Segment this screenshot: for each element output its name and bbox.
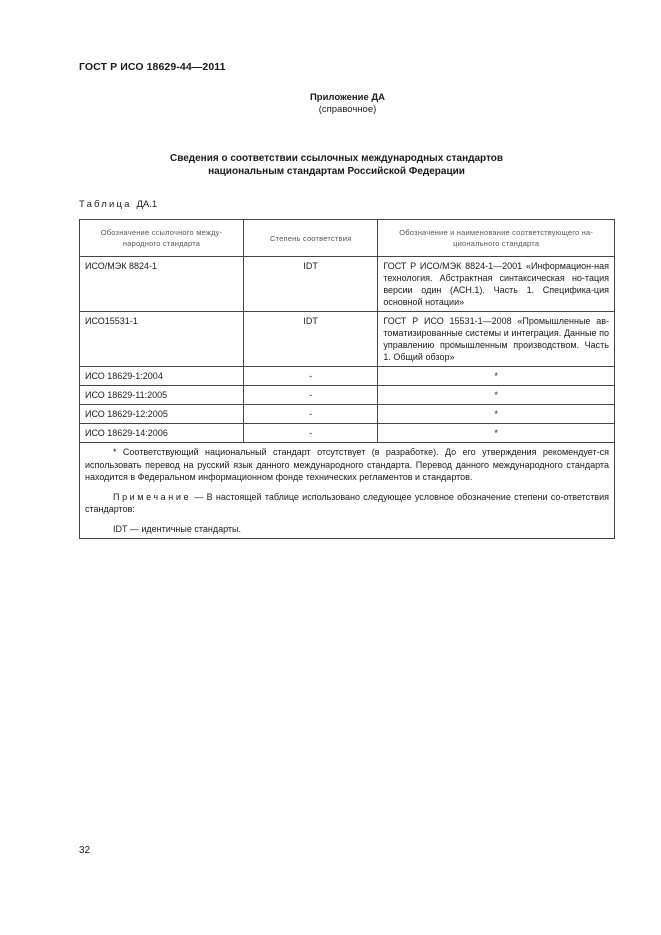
cell-degree: -: [244, 405, 378, 424]
table-caption-label: Таблица: [79, 199, 132, 210]
cell-national: ГОСТ Р ИСО/МЭК 8824-1—2001 «Информацион-ная технология. Абстрактная синтаксическая но-тация версии один (АСН.1). Часть 1. Специфика-ция основной нотации»: [378, 257, 615, 312]
correspondence-table: [79, 219, 615, 539]
cell-ref: ИСО 18629-11:2005: [80, 386, 244, 405]
cell-national: *: [378, 424, 615, 443]
cell-ref: ИСО 18629-1:2004: [80, 367, 244, 386]
column-header-ref: Обозначение ссылочного между-народного стандарта: [80, 220, 244, 257]
cell-national: *: [378, 386, 615, 405]
cell-ref: ИСО/МЭК 8824-1: [80, 257, 244, 312]
table-row: [80, 367, 615, 386]
note-paragraph: [85, 491, 609, 516]
cell-degree: IDT: [244, 257, 378, 312]
page-number: 32: [79, 845, 91, 856]
table-row: [80, 386, 615, 405]
annex-title: Приложение ДА: [309, 92, 386, 103]
table-footnote-cell: [80, 443, 615, 539]
cell-degree: -: [244, 386, 378, 405]
heading-line-2: национальным стандартам Российской Федерации: [208, 166, 465, 177]
column-header-degree: Степень соответствия: [244, 220, 378, 257]
cell-national: ГОСТ Р ИСО 15531-1—2008 «Промышленные ав-томатизированные системы и интеграция. Данные по управлению промышленным производством. Часть 1. Общий обзор»: [378, 312, 615, 367]
cell-degree: -: [244, 367, 378, 386]
document-code: ГОСТ Р ИСО 18629-44—2011: [79, 61, 226, 73]
cell-ref: ИСО 18629-12:2005: [80, 405, 244, 424]
table-caption-number: ДА.1: [136, 199, 158, 210]
table-caption: [79, 199, 157, 210]
cell-degree: -: [244, 424, 378, 443]
cell-national: *: [378, 405, 615, 424]
idt-definition: IDT — идентичные стандарты.: [113, 523, 242, 534]
table-row: [80, 405, 615, 424]
cell-national: *: [378, 367, 615, 386]
cell-ref: ИСО 18629-14:2006: [80, 424, 244, 443]
note-text: — В настоящей таблице использовано следующее условное обозначение степени со-ответствия стандартов:: [85, 491, 609, 514]
column-header-national: Обозначение и наименование соответствующего на-ционального стандарта: [378, 220, 615, 257]
section-heading: [0, 152, 661, 178]
table-row: [80, 312, 615, 367]
cell-ref: ИСО15531-1: [80, 312, 244, 367]
note-label: Примечание: [113, 491, 192, 502]
footnote-text: * Соответствующий национальный стандарт отсутствует (в разработке). До его утверждения рекомендует-ся использовать перевод на русский язык данного международного стандарта. Перевод данного международного стандарта находится в Федеральном информационном фонде технических регламентов и стандартов.: [85, 447, 609, 482]
annex-title-block: [0, 92, 661, 116]
table-header-row: [80, 220, 615, 257]
heading-line-1: Сведения о соответствии ссылочных международных стандартов: [169, 153, 504, 164]
annex-subtitle: (справочное): [318, 104, 377, 115]
table-row: [80, 257, 615, 312]
table-footnote-row: [80, 443, 615, 539]
cell-degree: IDT: [244, 312, 378, 367]
table-row: [80, 424, 615, 443]
